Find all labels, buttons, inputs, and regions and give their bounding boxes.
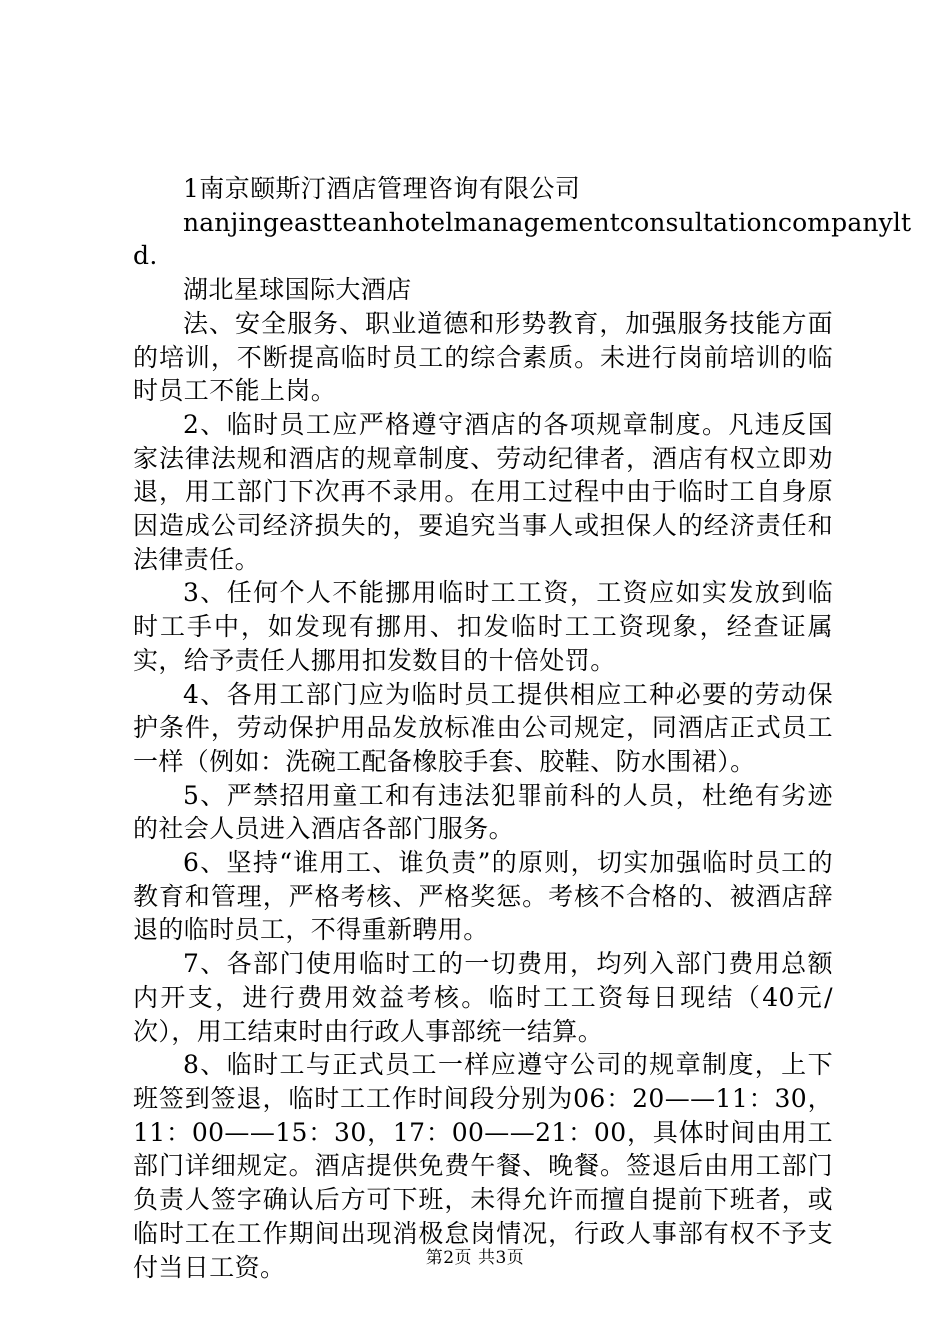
paragraph-rule-3: 3、任何个人不能挪用临时工工资，工资应如实发放到临时工手中，如发现有挪用、扣发临时工工资现象，经查证属实，给予责任人挪用扣发数目的十倍处罚。: [133, 578, 833, 675]
paragraph-rule-6: 6、坚持“谁用工、谁负责”的原则，切实加强临时员工的教育和管理，严格考核、严格奖惩。考核不合格的、被酒店辞退的临时员工，不得重新聘用。: [133, 848, 833, 945]
paragraph-rule-5: 5、严禁招用童工和有违法犯罪前科的人员，杜绝有劣迹的社会人员进入酒店各部门服务。: [133, 780, 833, 844]
paragraph-training: 法、安全服务、职业道德和形势教育，加强服务技能方面的培训，不断提高临时员工的综合素质。未进行岗前培训的临时员工不能上岗。: [133, 308, 833, 406]
paragraph-rule-4: 4、各用工部门应为临时员工提供相应工种必要的劳动保护条件，劳动保护用品发放标准由公司规定，同酒店正式员工一样（例如：洗碗工配备橡胶手套、胶鞋、防水围裙）。: [133, 679, 833, 776]
paragraph-rule-2: 2、临时员工应严格遵守酒店的各项规章制度。凡违反国家法律法规和酒店的规章制度、劳动纪律者，酒店有权立即劝退，用工部门下次再不录用。在用工过程中由于临时工自身原因造成公司经济损失的，要追究当事人或担保人的经济责任和法律责任。: [133, 409, 833, 574]
document-body: [133, 172, 912, 1284]
paragraph-rule-8: 8、临时工与正式员工一样应遵守公司的规章制度，上下班签到签退，临时工工作时间段分别为06：20——11：30，11：00——15：30，17：00——21：00，具体时间由用工部门详细规定。酒店提供免费午餐、晚餐。签退后由用工部门负责人签字确认后方可下班，未得允许而擅自提前下班者，或临时工在工作期间出现消极怠岗情况，行政人事部有权不予支付当日工资。: [133, 1050, 833, 1282]
page-number-footer: 第2页 共3页: [425, 1248, 525, 1268]
company-english-name-continuation: d.: [133, 241, 158, 271]
company-english-name-line: nanjingeastteanhotelmanagementconsultationcompanylt: [183, 207, 912, 237]
hotel-name-line: 湖北星球国际大酒店: [183, 275, 412, 305]
company-name-line: 1南京颐斯汀酒店管理咨询有限公司: [183, 174, 581, 203]
paragraph-rule-7: 7、各部门使用临时工的一切费用，均列入部门费用总额内开支，进行费用效益考核。临时工工资每日现结（40元/次），用工结束时由行政人事部统一结算。: [133, 949, 833, 1046]
